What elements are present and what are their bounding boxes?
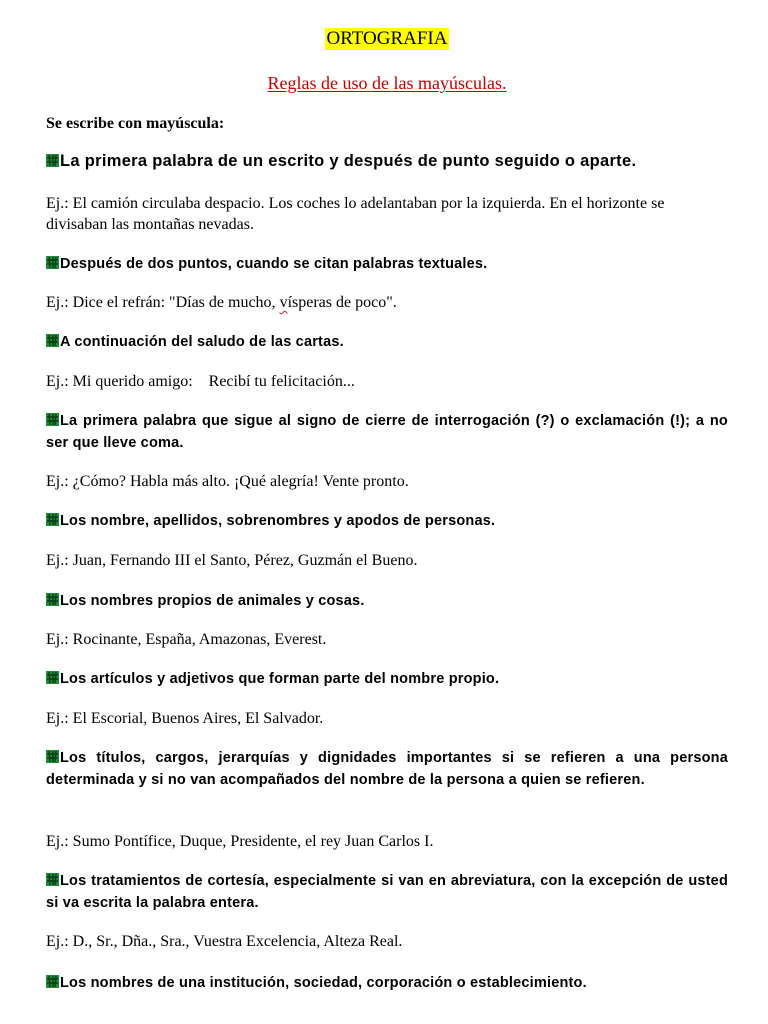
rule-text: Los artículos y adjetivos que forman parte del nombre propio. [60,671,500,687]
green-pattern-bullet-icon [46,671,59,684]
example-3: Ej.: Mi querido amigo: Recibí tu felicitación... [46,373,355,390]
rule-1 [46,150,728,172]
green-pattern-bullet-icon [46,750,59,763]
rule-text: Los nombres propios de animales y cosas. [60,593,365,609]
intro-heading: Se escribe con mayúscula: [46,115,225,132]
rule-9 [46,870,728,914]
rule-text: La primera palabra que sigue al signo de cierre de interrogación (?) o exclamación (!); a no ser que lleve coma. [46,413,728,451]
rule-text: Los títulos, cargos, jerarquías y dignidades importantes si se refieren a una persona determinada y si no van acompañados del nombre de la persona a quien se refieren. [46,750,728,788]
rule-4 [46,410,728,454]
rule-text: Los tratamientos de cortesía, especialmente si van en abreviatura, con la excepción de usted si va escrita la palabra entera. [46,873,728,911]
green-pattern-bullet-icon [46,873,59,886]
example-2 [46,292,728,313]
rule-text: A continuación del saludo de las cartas. [60,334,344,350]
title-container [46,28,728,50]
green-pattern-bullet-icon [46,975,59,988]
spellcheck-flagged-text: v [279,294,288,311]
rule-10 [46,972,728,994]
rule-text: La primera palabra de un escrito y después de punto seguido o aparte. [60,152,637,170]
example-8: Ej.: Sumo Pontífice, Duque, Presidente, el rey Juan Carlos I. [46,833,434,850]
example-7: Ej.: El Escorial, Buenos Aires, El Salvador. [46,710,324,727]
rule-text: Después de dos puntos, cuando se citan palabras textuales. [60,256,488,272]
rule-2 [46,253,728,275]
green-pattern-bullet-icon [46,593,59,606]
document-subtitle: Reglas de uso de las mayúsculas. [267,73,507,93]
example-text-suffix: ísperas de poco". [287,294,397,311]
green-pattern-bullet-icon [46,334,59,347]
document-page [46,0,728,1024]
example-5: Ej.: Juan, Fernando III el Santo, Pérez, Guzmán el Bueno. [46,552,418,569]
rule-8 [46,747,728,791]
example-6: Ej.: Rocinante, España, Amazonas, Everest. [46,631,327,648]
example-4: Ej.: ¿Cómo? Habla más alto. ¡Qué alegría! Vente pronto. [46,473,409,490]
green-pattern-bullet-icon [46,154,59,167]
rule-5 [46,510,728,532]
rule-text: Los nombre, apellidos, sobrenombres y apodos de personas. [60,513,496,529]
green-pattern-bullet-icon [46,256,59,269]
example-9: Ej.: D., Sr., Dña., Sra., Vuestra Excelencia, Alteza Real. [46,933,403,950]
green-pattern-bullet-icon [46,413,59,426]
example-text-prefix: Ej.: Dice el refrán: "Días de mucho, [46,294,280,311]
example-1: Ej.: El camión circulaba despacio. Los coches lo adelantaban por la izquierda. En el horizonte se divisaban las montañas nevadas. [46,195,665,233]
rule-7 [46,668,728,690]
rule-3 [46,331,728,353]
green-pattern-bullet-icon [46,513,59,526]
rule-6 [46,590,728,612]
document-title: ORTOGRAFIA [326,28,448,49]
rule-text: Los nombres de una institución, sociedad, corporación o establecimiento. [60,975,587,991]
